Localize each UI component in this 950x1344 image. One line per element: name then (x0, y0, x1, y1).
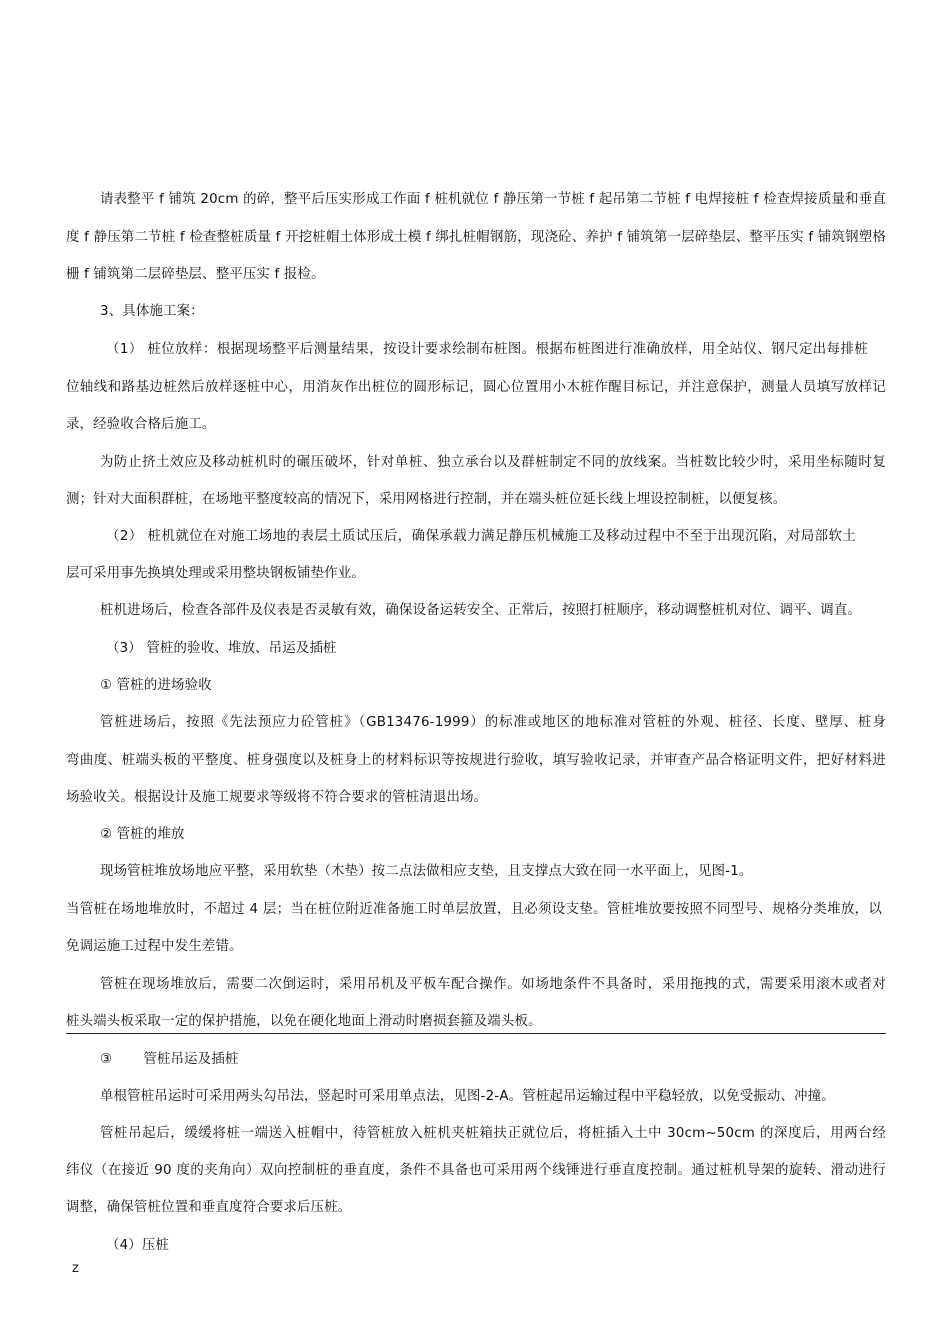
text-line: 当管桩在场地堆放时，不超过 4 层；当在桩位附近准备施工时单层放置，且必须设支垫。管桩堆放要按照不同型号、规格分类堆放，以 (66, 902, 882, 917)
text-line: （2） 桩机就位在对施工场地的表层土质试压后，确保承载力满足静压机械施工及移动过程中不至于出现沉陷，对局部软土 (106, 529, 856, 544)
text-line: 免调运施工过程中发生差错。 (66, 939, 243, 954)
text-line: 桩机进场后，检查各部件及仪表是否灵敏有效，确保设备运转安全、正常后，按照打桩顺序，移动调整桩机对位、调平、调直。 (100, 603, 862, 618)
text-line: 录，经验收合格后施工。 (66, 417, 216, 432)
item-heading: ③ 管桩吊运及插桩 (100, 1052, 239, 1067)
text-line: 桩头端头板采取一定的保护措施，以免在硬化地面上滑动时磨损套箍及端头板。 (66, 1014, 542, 1029)
text-line: 单根管桩吊运时可采用两头勾吊法，竖起时可采用单点法，见图-2-A。管桩起吊运输过程中平稳轻放，以免受振动、冲撞。 (100, 1089, 835, 1104)
page-footer-mark: z (72, 1261, 79, 1276)
text-line: 层可采用事先换填处理或采用整块钢板铺垫作业。 (66, 566, 365, 581)
text-line: 弯曲度、桩端头板的平整度、桩身强度以及桩身上的材料标识等按规进行验收，填写验收记录，并审查产品合格证明文件，把好材料进 (66, 753, 886, 768)
section-heading: 3、具体施工案： (100, 304, 204, 319)
item-heading: ① 管桩的进场验收 (100, 678, 212, 693)
text-line: 测；针对大面积群桩，在场地平整度较高的情况下，采用网格进行控制，并在端头桩位延长线上埋设控制桩，以便复核。 (66, 492, 787, 507)
text-line: 栅 f 铺筑第二层碎垫层、整平压实 f 报检。 (66, 267, 325, 282)
horizontal-rule (66, 1033, 886, 1034)
text-line: 管桩在现场堆放后，需要二次倒运时，采用吊机及平板车配合操作。如场地条件不具备时，采用拖拽的式，需要采用滚木或者对 (100, 977, 886, 992)
text-line: 管桩进场后，按照《先法预应力砼管桩》（GB13476-1999）的标准或地区的地标准对管桩的外观、桩径、长度、壁厚、桩身 (100, 715, 886, 730)
text-line: 纬仪（在接近 90 度的夹角向）双向控制桩的垂直度，条件不具备也可采用两个线锤进行垂直度控制。通过桩机导架的旋转、滑动进行 (66, 1163, 886, 1178)
text-line: 场验收关。根据设计及施工规要求等级将不符合要求的管桩清退出场。 (66, 790, 488, 805)
text-line: 管桩吊起后，缓缓将桩一端送入桩帽中，待管桩放入桩机夹桩箱扶正就位后，将桩插入土中 30cm~50cm 的深度后，用两台经 (100, 1126, 886, 1141)
text-line: 为防止挤土效应及移动桩机时的碾压破坏，针对单桩、独立承台以及群桩制定不同的放线案。当桩数比较少时，采用坐标随时复 (100, 455, 886, 470)
text-line: 度 f 静压第二节桩 f 检查整桩质量 f 开挖桩帽土体形成土模 f 绑扎桩帽钢筋，现浇砼、养护 f 铺筑第一层碎垫层、整平压实 f 铺筑钢塑格 (66, 230, 886, 245)
text-line: 调整，确保管桩位置和垂直度符合要求后压桩。 (66, 1200, 352, 1215)
item-heading: ② 管桩的堆放 (100, 827, 185, 842)
subsection-heading: （3） 管桩的验收、堆放、吊运及插桩 (106, 641, 337, 656)
text-line: 请表整平 f 铺筑 20cm 的碎，整平后压实形成工作面 f 桩机就位 f 静压第一节桩 f 起吊第二节桩 f 电焊接桩 f 检查焊接质量和垂直 (100, 192, 886, 207)
text-line: 位轴线和路基边桩然后放样逐桩中心，用消灰作出桩位的圆形标记，圆心位置用小木桩作醒目标记，并注意保护，测量人员填写放样记 (66, 380, 886, 395)
text-line: 现场管桩堆放场地应平整，采用软垫（木垫）按二点法做相应支垫，且支撑点大致在同一水平面上，见图-1。 (100, 864, 753, 879)
subsection-heading: （4）压桩 (106, 1238, 170, 1253)
text-line: （1） 桩位放样：根据现场整平后测量结果，按设计要求绘制布桩图。根据布桩图进行准确放样，用全站仪、钢尺定出每排桩 (106, 342, 868, 357)
